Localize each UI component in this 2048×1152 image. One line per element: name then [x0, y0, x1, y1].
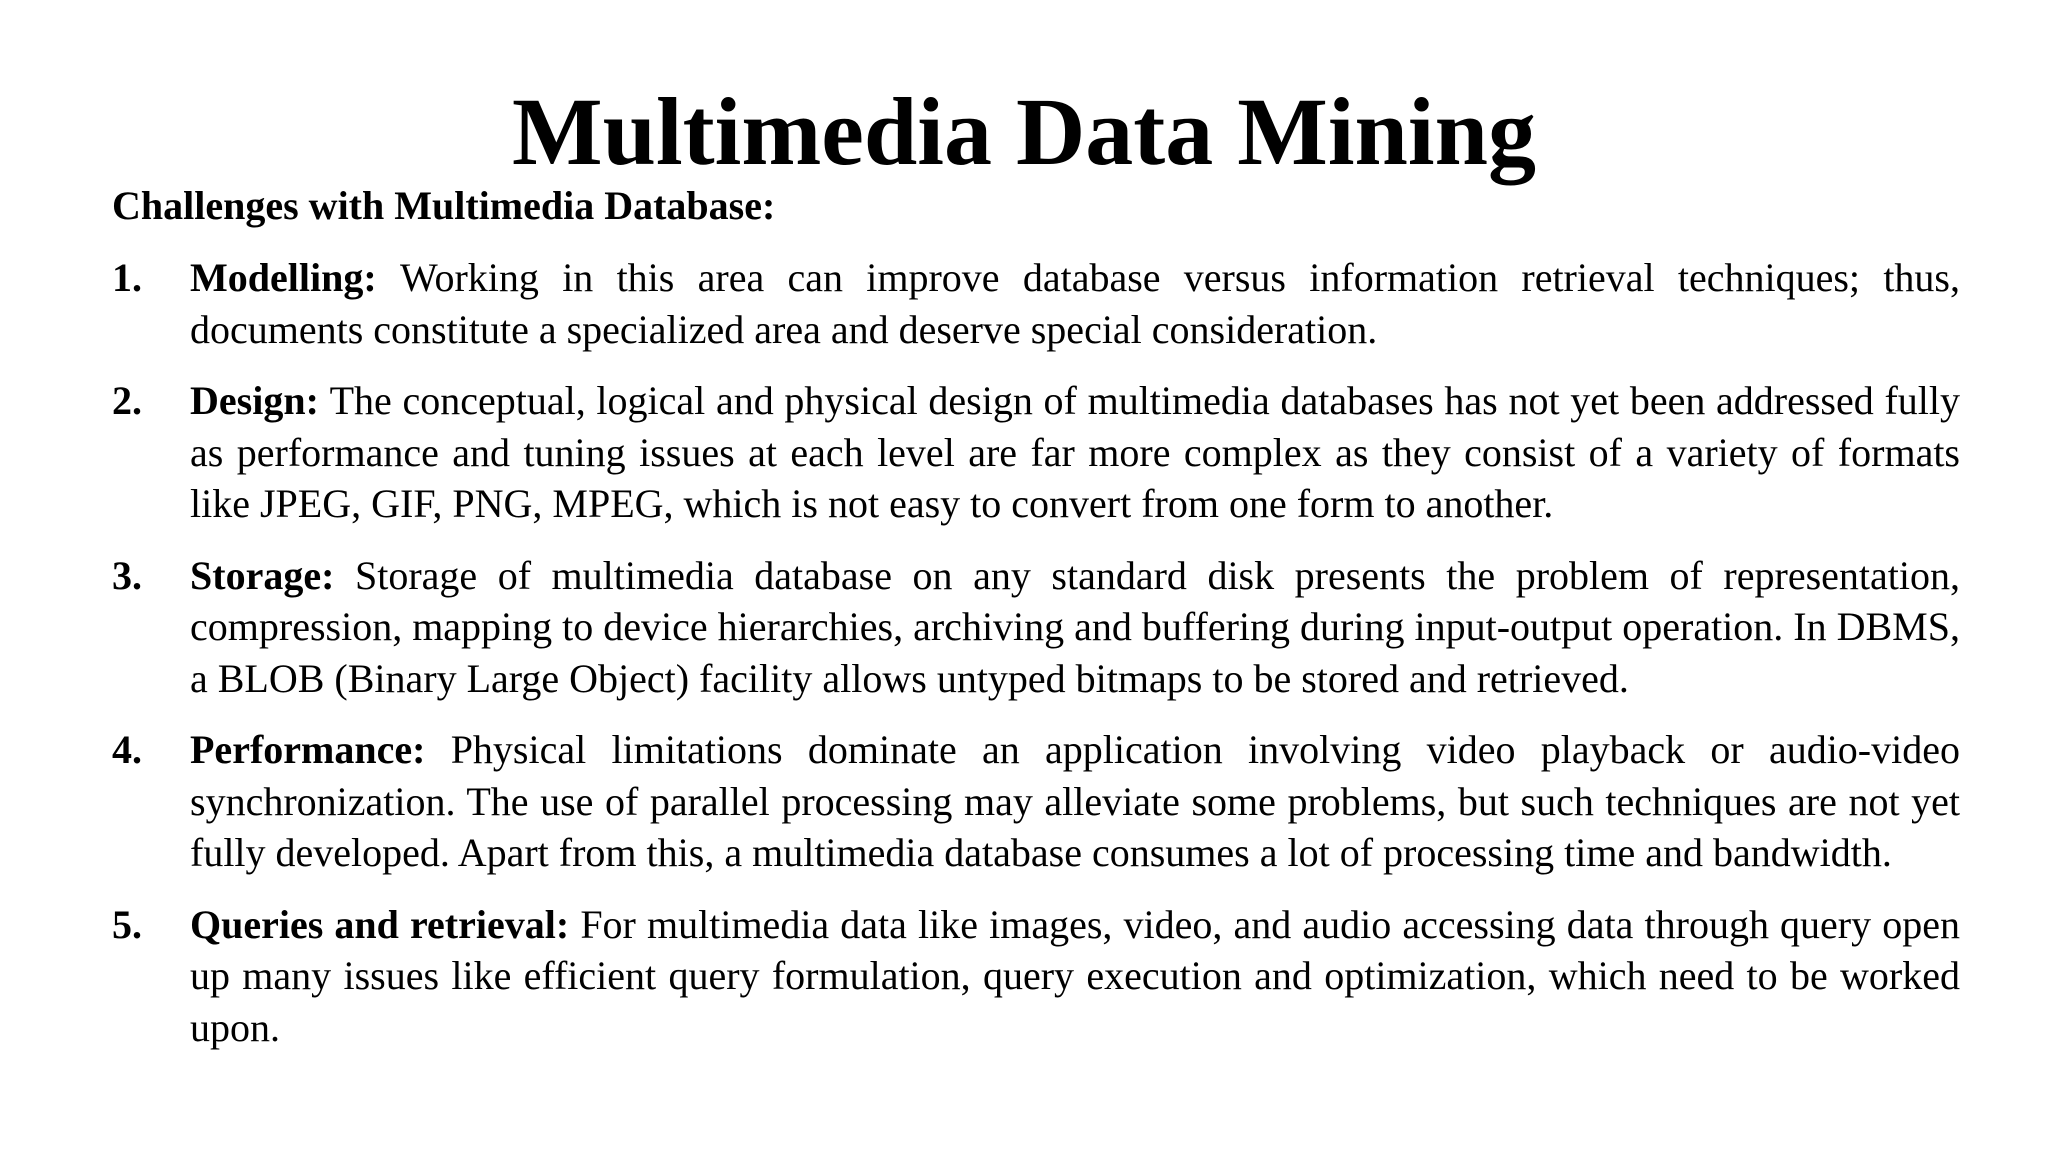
item-text: Storage of multimedia database on any standard disk presents the problem of representation, compression, mapping to device hierarchies, archiving and buffering during input-output operation. In DBMS, a BLOB (Binary Large Object) facility allows untyped bitmaps to be stored and retrieved. [190, 552, 1960, 701]
section-heading: Challenges with Multimedia Database: [112, 183, 776, 228]
item-text: Physical limitations dominate an application involving video playback or audio-video synchronization. The use of parallel processing may alleviate some problems, but such techniques are not yet fully developed. Apart from this, a multimedia database consumes a lot of processing time and bandwidth. [190, 727, 1960, 875]
item-text: Working in this area can improve database versus information retrieval techniques; thus, documents constitute a specialized area and deserve special consideration. [190, 255, 1960, 352]
page-title: Multimedia Data Mining [512, 78, 1536, 185]
challenges-list [112, 252, 1960, 1073]
list-item-storage [112, 550, 1960, 705]
list-item-queries [112, 899, 1960, 1054]
item-term: Design: [190, 378, 330, 423]
item-number: 3. [112, 552, 142, 598]
item-text: The conceptual, logical and physical design of multimedia databases has not yet been addressed fully as performance and tuning issues at each level are far more complex as they consist of a variety of formats like JPEG, GIF, PNG, MPEG, which is not easy to convert from one form to another. [190, 378, 1960, 526]
item-term: Performance: [190, 727, 451, 772]
item-number: 5. [112, 901, 142, 947]
item-number: 4. [112, 727, 142, 772]
item-text: For multimedia data like images, video, and audio accessing data through query open up many issues like efficient query formulation, query execution and optimization, which need to be worked upon. [190, 901, 1961, 1050]
item-number: 1. [112, 255, 142, 300]
item-number: 2. [112, 378, 142, 423]
item-term: Modelling: [190, 255, 400, 300]
list-item-modelling [112, 252, 1960, 355]
list-item-performance [112, 724, 1960, 879]
item-term: Queries and retrieval: [190, 901, 581, 947]
item-term: Storage: [190, 552, 355, 598]
list-item-design [112, 375, 1960, 530]
